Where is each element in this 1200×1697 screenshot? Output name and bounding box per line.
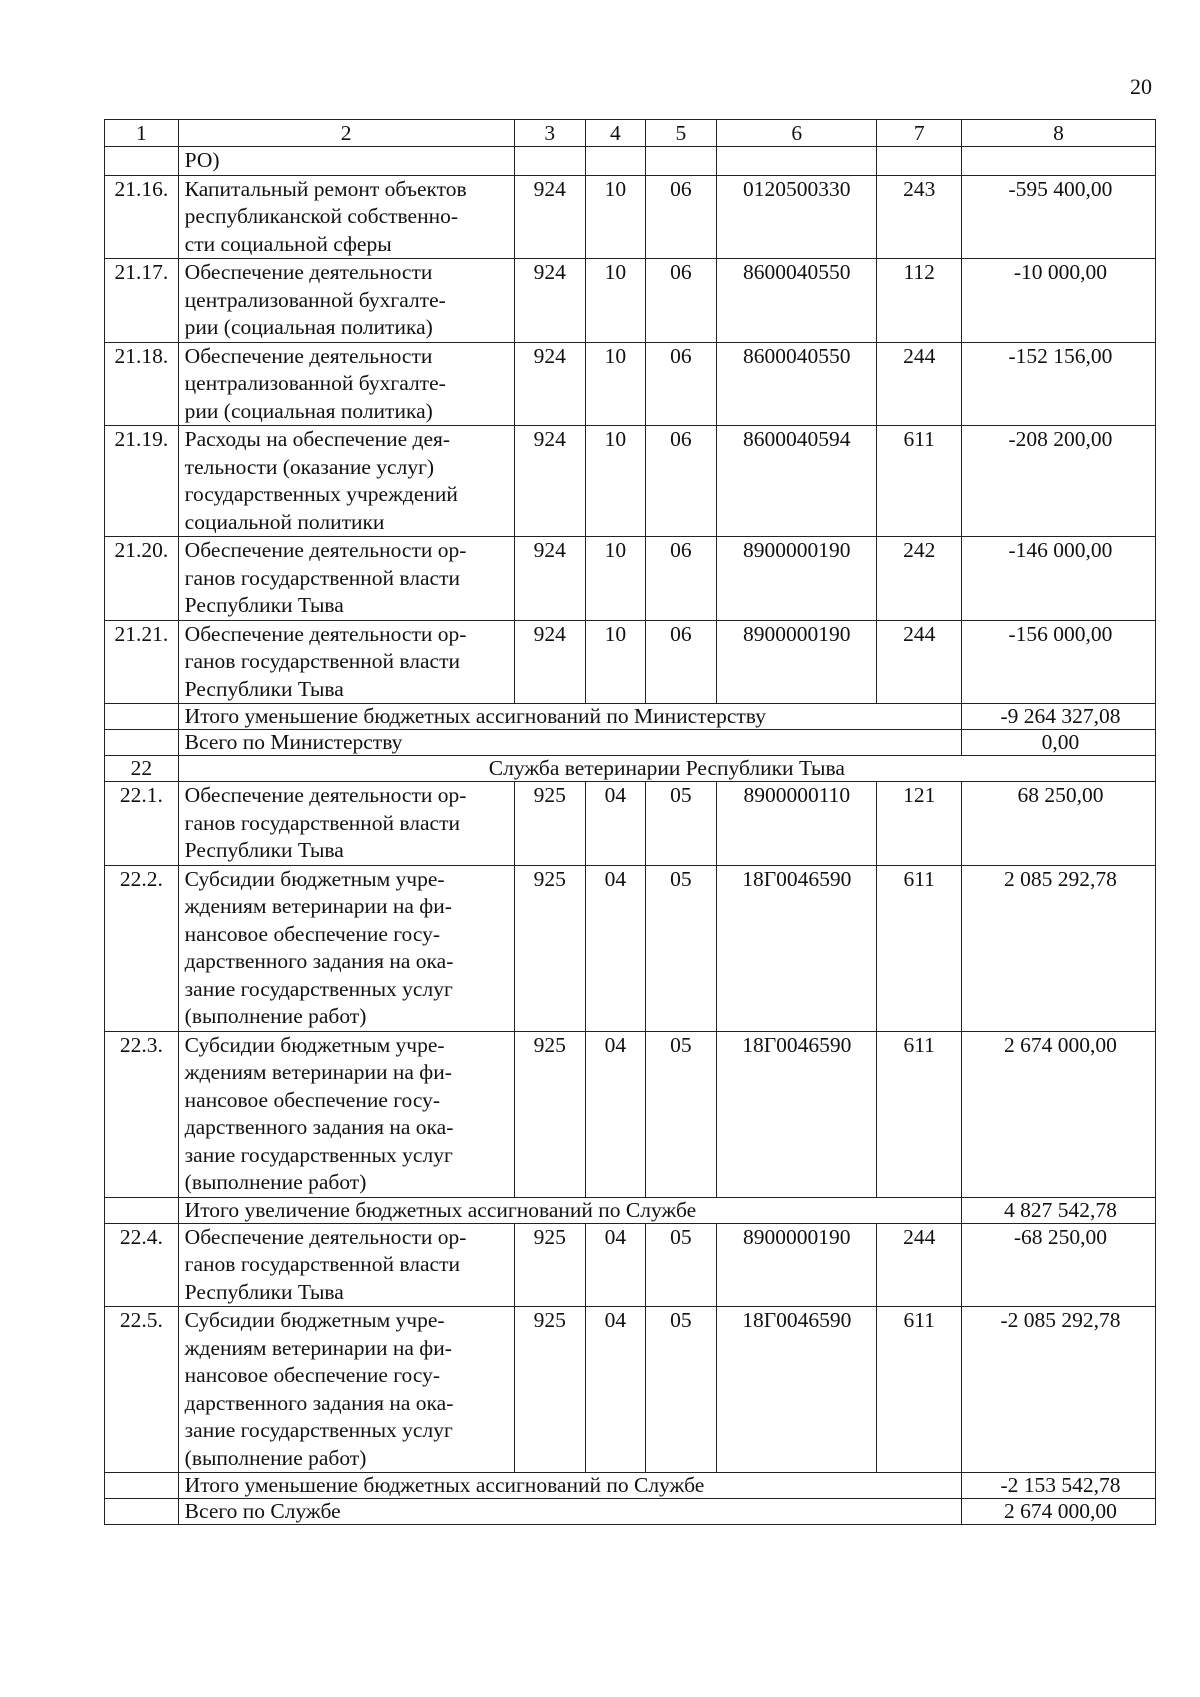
expense-type-code: 121: [877, 782, 962, 866]
continuation-text: РО): [178, 147, 514, 176]
amount: -152 156,00: [961, 342, 1155, 426]
expense-type-code: 611: [877, 865, 962, 1031]
amount: -2 085 292,78: [961, 1307, 1155, 1473]
description-line: государственных учреждений: [184, 482, 458, 506]
expense-type-code: 244: [877, 342, 962, 426]
section-code: 04: [586, 1031, 646, 1197]
row-description: [178, 426, 514, 537]
total-row: [105, 1499, 1156, 1525]
section-code: 10: [586, 620, 646, 704]
description-line: нансовое обеспечение госу-: [184, 1363, 441, 1387]
header-cell: 8: [961, 120, 1155, 147]
table-row: [105, 426, 1156, 537]
total-service-label: Всего по Службе: [178, 1499, 961, 1525]
row-description: [178, 865, 514, 1031]
ministry-code: 925: [514, 1223, 586, 1307]
amount: -146 000,00: [961, 537, 1155, 621]
section-header-row: [105, 756, 1156, 782]
total-row: [105, 1473, 1156, 1499]
ministry-code: 925: [514, 1307, 586, 1473]
row-description: [178, 342, 514, 426]
description-line: ждениям ветеринарии на фи-: [184, 1335, 452, 1360]
section-code: 04: [586, 1223, 646, 1307]
subsection-code: 05: [645, 1223, 717, 1307]
expense-type-code: 244: [877, 1223, 962, 1307]
continuation-row: [105, 147, 1156, 176]
expense-type-code: 244: [877, 620, 962, 704]
description-line: ждениям ветеринарии на фи-: [184, 894, 452, 918]
section-code: 04: [586, 865, 646, 1031]
amount: -208 200,00: [961, 426, 1155, 537]
row-description: [178, 259, 514, 343]
description-line: централизованной бухгалте-: [184, 287, 446, 312]
subsection-code: 06: [645, 537, 717, 621]
target-article-code: 8600040550: [717, 259, 877, 343]
row-number: 21.20.: [105, 537, 179, 621]
row-number: 21.17.: [105, 259, 179, 343]
row-description: [178, 1307, 514, 1473]
expense-type-code: 243: [877, 175, 962, 259]
subsection-code: 06: [645, 620, 717, 704]
description-line: ганов государственной власти: [184, 810, 461, 835]
amount: -156 000,00: [961, 620, 1155, 704]
total-increase-service-amount: 4 827 542,78: [961, 1197, 1155, 1223]
total-ministry-label: Всего по Министерству: [178, 730, 961, 756]
amount: 2 674 000,00: [961, 1031, 1155, 1197]
section-code: 10: [586, 259, 646, 343]
section-code: 10: [586, 426, 646, 537]
target-article-code: 18Г0046590: [717, 1307, 877, 1473]
table-row: [105, 1223, 1156, 1307]
section-number: 22: [105, 756, 179, 782]
target-article-code: 8600040550: [717, 342, 877, 426]
description-line: зание государственных услуг: [184, 976, 453, 1001]
subsection-code: 05: [645, 1307, 717, 1473]
description-line: социальной политики: [184, 509, 385, 534]
budget-table: [104, 119, 1156, 1525]
description-line: Субсидии бюджетным учре-: [184, 866, 445, 891]
total-row: [105, 704, 1156, 730]
table-body: [105, 120, 1156, 1525]
table-row: [105, 782, 1156, 866]
target-article-code: 8600040594: [717, 426, 877, 537]
subsection-code: 06: [645, 426, 717, 537]
section-title: Служба ветеринарии Республики Тыва: [178, 756, 1155, 782]
total-row: [105, 730, 1156, 756]
table-row: [105, 537, 1156, 621]
header-cell: 3: [514, 120, 586, 147]
expense-type-code: 611: [877, 426, 962, 537]
row-number: 21.19.: [105, 426, 179, 537]
table-row: [105, 1031, 1156, 1197]
expense-type-code: 112: [877, 259, 962, 343]
total-decrease-ministry-label: Итого уменьшение бюджетных ассигнований по Министерству: [178, 704, 961, 730]
expense-type-code: 242: [877, 537, 962, 621]
row-description: [178, 782, 514, 866]
row-description: [178, 1031, 514, 1197]
description-line: дарственного задания на ока-: [184, 1390, 454, 1415]
target-article-code: 8900000190: [717, 1223, 877, 1307]
row-number: 21.21.: [105, 620, 179, 704]
ministry-code: 924: [514, 259, 586, 343]
row-description: [178, 537, 514, 621]
description-line: Капитальный ремонт объектов: [184, 176, 467, 201]
total-increase-service-label: Итого увеличение бюджетных ассигнований по Службе: [178, 1197, 961, 1223]
target-article-code: 8900000110: [717, 782, 877, 866]
ministry-code: 924: [514, 620, 586, 704]
section-code: 04: [586, 1307, 646, 1473]
subsection-code: 06: [645, 175, 717, 259]
description-line: дарственного задания на ока-: [184, 1115, 454, 1139]
table-row: [105, 175, 1156, 259]
amount: 68 250,00: [961, 782, 1155, 866]
amount: -10 000,00: [961, 259, 1155, 343]
description-line: рии (социальная политика): [184, 315, 433, 339]
description-line: Республики Тыва: [184, 676, 344, 701]
description-line: Обеспечение деятельности ор-: [184, 783, 467, 807]
table-row: [105, 342, 1156, 426]
description-line: (выполнение работ): [184, 1004, 367, 1028]
expense-type-code: 611: [877, 1031, 962, 1197]
description-line: Обеспечение деятельности ор-: [184, 621, 467, 646]
total-decrease-service-amount: -2 153 542,78: [961, 1473, 1155, 1499]
table-row: [105, 1307, 1156, 1473]
description-line: ждениям ветеринарии на фи-: [184, 1060, 452, 1084]
table-row: [105, 620, 1156, 704]
total-ministry-amount: 0,00: [961, 730, 1155, 756]
row-number: 21.16.: [105, 175, 179, 259]
row-number: 21.18.: [105, 342, 179, 426]
description-line: централизованной бухгалте-: [184, 371, 446, 395]
description-line: Субсидии бюджетным учре-: [184, 1032, 445, 1057]
description-line: ганов государственной власти: [184, 565, 461, 590]
target-article-code: 18Г0046590: [717, 865, 877, 1031]
header-cell: 1: [105, 120, 179, 147]
table-row: [105, 259, 1156, 343]
target-article-code: 8900000190: [717, 537, 877, 621]
description-line: ганов государственной власти: [184, 1252, 461, 1276]
description-line: зание государственных услуг: [184, 1142, 453, 1167]
description-line: нансовое обеспечение госу-: [184, 921, 441, 946]
ministry-code: 924: [514, 537, 586, 621]
section-code: 10: [586, 342, 646, 426]
target-article-code: 0120500330: [717, 175, 877, 259]
target-article-code: 8900000190: [717, 620, 877, 704]
row-description: [178, 175, 514, 259]
section-code: 04: [586, 782, 646, 866]
subsection-code: 05: [645, 782, 717, 866]
amount: -595 400,00: [961, 175, 1155, 259]
section-code: 10: [586, 175, 646, 259]
description-line: Обеспечение деятельности ор-: [184, 1224, 467, 1249]
subsection-code: 06: [645, 259, 717, 343]
ministry-code: 925: [514, 1031, 586, 1197]
ministry-code: 925: [514, 865, 586, 1031]
expense-type-code: 611: [877, 1307, 962, 1473]
description-line: Субсидии бюджетным учре-: [184, 1308, 445, 1332]
ministry-code: 924: [514, 342, 586, 426]
row-number: 22.4.: [105, 1223, 179, 1307]
total-service-amount: 2 674 000,00: [961, 1499, 1155, 1525]
amount: 2 085 292,78: [961, 865, 1155, 1031]
header-cell: 7: [877, 120, 962, 147]
target-article-code: 18Г0046590: [717, 1031, 877, 1197]
row-description: [178, 1223, 514, 1307]
description-line: зание государственных услуг: [184, 1418, 453, 1442]
amount: -68 250,00: [961, 1223, 1155, 1307]
description-line: сти социальной сферы: [184, 231, 392, 256]
ministry-code: 925: [514, 782, 586, 866]
total-row: [105, 1197, 1156, 1223]
header-cell: 6: [717, 120, 877, 147]
page-number: 20: [1130, 74, 1152, 99]
row-number: 22.3.: [105, 1031, 179, 1197]
table-header-row: [105, 120, 1156, 147]
row-description: [178, 620, 514, 704]
row-number: 22.5.: [105, 1307, 179, 1473]
description-line: Республики Тыва: [184, 838, 344, 862]
subsection-code: 05: [645, 865, 717, 1031]
header-cell: 5: [645, 120, 717, 147]
description-line: Обеспечение деятельности: [184, 260, 433, 284]
ministry-code: 924: [514, 426, 586, 537]
total-decrease-ministry-amount: -9 264 327,08: [961, 704, 1155, 730]
description-line: республиканской собственно-: [184, 204, 459, 228]
header-cell: 4: [586, 120, 646, 147]
description-line: ганов государственной власти: [184, 649, 461, 673]
header-cell: 2: [178, 120, 514, 147]
description-line: Обеспечение деятельности: [184, 343, 433, 368]
description-line: (выполнение работ): [184, 1170, 367, 1194]
subsection-code: 05: [645, 1031, 717, 1197]
description-line: Расходы на обеспечение дея-: [184, 427, 451, 451]
section-code: 10: [586, 537, 646, 621]
row-number: 22.1.: [105, 782, 179, 866]
description-line: Республики Тыва: [184, 1279, 344, 1304]
description-line: рии (социальная политика): [184, 398, 433, 423]
table-row: [105, 865, 1156, 1031]
description-line: дарственного задания на ока-: [184, 949, 454, 973]
description-line: тельности (оказание услуг): [184, 454, 435, 479]
ministry-code: 924: [514, 175, 586, 259]
subsection-code: 06: [645, 342, 717, 426]
description-line: Обеспечение деятельности ор-: [184, 538, 467, 562]
row-number: 22.2.: [105, 865, 179, 1031]
description-line: нансовое обеспечение госу-: [184, 1087, 441, 1112]
description-line: (выполнение работ): [184, 1445, 367, 1470]
description-line: Республики Тыва: [184, 593, 344, 617]
total-decrease-service-label: Итого уменьшение бюджетных ассигнований по Службе: [178, 1473, 961, 1499]
